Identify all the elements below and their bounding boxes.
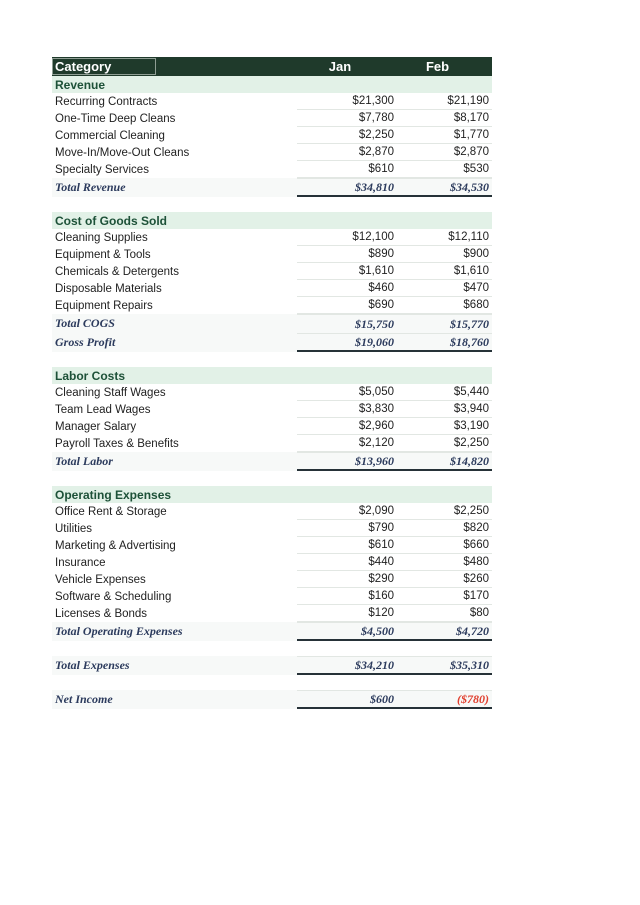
table-body xyxy=(52,76,492,709)
table-row xyxy=(52,571,492,588)
jan-cell[interactable]: $21,300 xyxy=(297,93,397,110)
jan-cell[interactable]: $7,780 xyxy=(297,110,397,127)
total-label-cell[interactable]: Total Expenses xyxy=(55,658,130,672)
table-row xyxy=(52,263,492,280)
jan-total-cell[interactable]: $34,210 xyxy=(297,656,397,675)
total-row xyxy=(52,690,492,709)
category-cell[interactable]: Licenses & Bonds xyxy=(55,607,148,620)
jan-cell[interactable]: $790 xyxy=(297,520,397,537)
category-cell[interactable]: One-Time Deep Cleans xyxy=(55,112,176,125)
feb-cell[interactable]: $5,440 xyxy=(397,384,492,401)
category-cell[interactable]: Commercial Cleaning xyxy=(55,129,165,142)
table-row xyxy=(52,435,492,452)
total-row xyxy=(52,656,492,675)
total-label-cell[interactable]: Total COGS xyxy=(55,316,115,330)
feb-cell[interactable]: $80 xyxy=(397,605,492,622)
section-header-row xyxy=(52,212,492,229)
table-row xyxy=(52,588,492,605)
feb-cell[interactable] xyxy=(397,367,492,384)
feb-cell[interactable]: $1,610 xyxy=(397,263,492,280)
total-row xyxy=(52,178,492,197)
jan-cell[interactable]: $290 xyxy=(297,571,397,588)
section-gap xyxy=(52,675,492,690)
feb-cell[interactable]: $660 xyxy=(397,537,492,554)
feb-total-cell[interactable]: $18,760 xyxy=(397,333,492,352)
category-cell[interactable]: Disposable Materials xyxy=(55,282,162,295)
feb-total-cell[interactable]: $14,820 xyxy=(397,452,492,471)
feb-cell[interactable] xyxy=(397,486,492,503)
table-header-row xyxy=(52,57,492,76)
jan-total-cell[interactable]: $15,750 xyxy=(297,314,397,333)
jan-cell[interactable]: $120 xyxy=(297,605,397,622)
feb-total-cell[interactable]: $34,530 xyxy=(397,178,492,197)
feb-cell[interactable]: $820 xyxy=(397,520,492,537)
section-header-row xyxy=(52,486,492,503)
category-cell[interactable]: Recurring Contracts xyxy=(55,95,158,108)
feb-total-cell[interactable]: $4,720 xyxy=(397,622,492,641)
feb-cell[interactable]: $480 xyxy=(397,554,492,571)
total-row xyxy=(52,452,492,471)
category-cell[interactable]: Marketing & Advertising xyxy=(55,539,176,552)
jan-cell[interactable]: $690 xyxy=(297,297,397,314)
jan-cell[interactable] xyxy=(297,486,397,503)
feb-cell[interactable]: $21,190 xyxy=(397,93,492,110)
feb-total-cell[interactable]: ($780) xyxy=(397,690,492,709)
feb-cell[interactable]: $680 xyxy=(397,297,492,314)
total-label-cell[interactable]: Total Revenue xyxy=(55,180,126,194)
column-header-feb[interactable]: Feb xyxy=(425,59,450,74)
section-title-cell[interactable]: Cost of Goods Sold xyxy=(55,213,167,228)
category-cell[interactable]: Office Rent & Storage xyxy=(55,505,167,518)
table-row xyxy=(52,127,492,144)
jan-total-cell[interactable]: $600 xyxy=(297,690,397,709)
category-cell[interactable]: Insurance xyxy=(55,556,106,569)
table-row xyxy=(52,297,492,314)
feb-cell[interactable]: $2,250 xyxy=(397,435,492,452)
jan-cell[interactable]: $440 xyxy=(297,554,397,571)
table-row xyxy=(52,246,492,263)
feb-total-cell[interactable]: $15,770 xyxy=(397,314,492,333)
table-row xyxy=(52,418,492,435)
column-header-jan[interactable]: Jan xyxy=(328,59,352,74)
total-label-cell[interactable]: Total Labor xyxy=(55,454,113,468)
section-gap xyxy=(52,471,492,486)
category-cell[interactable]: Equipment & Tools xyxy=(55,248,151,261)
table-row xyxy=(52,401,492,418)
jan-cell[interactable]: $5,050 xyxy=(297,384,397,401)
jan-total-cell[interactable]: $4,500 xyxy=(297,622,397,641)
category-cell[interactable]: Team Lead Wages xyxy=(55,403,151,416)
jan-cell[interactable]: $12,100 xyxy=(297,229,397,246)
feb-cell[interactable]: $3,940 xyxy=(397,401,492,418)
total-label-cell[interactable]: Gross Profit xyxy=(55,335,116,349)
feb-cell[interactable]: $900 xyxy=(397,246,492,263)
table-row xyxy=(52,537,492,554)
table-row xyxy=(52,144,492,161)
table-row xyxy=(52,503,492,520)
feb-cell[interactable]: $170 xyxy=(397,588,492,605)
category-cell[interactable]: Cleaning Staff Wages xyxy=(55,386,166,399)
table-row xyxy=(52,384,492,401)
category-cell[interactable]: Equipment Repairs xyxy=(55,299,153,312)
spreadsheet xyxy=(52,57,492,709)
jan-total-cell[interactable]: $13,960 xyxy=(297,452,397,471)
table-row xyxy=(52,554,492,571)
section-gap xyxy=(52,352,492,367)
section-title-cell[interactable]: Revenue xyxy=(55,77,106,92)
feb-cell[interactable]: $2,250 xyxy=(397,503,492,520)
category-cell[interactable]: Cleaning Supplies xyxy=(55,231,148,244)
jan-cell[interactable]: $2,960 xyxy=(297,418,397,435)
table-row xyxy=(52,520,492,537)
total-label-cell[interactable]: Total Operating Expenses xyxy=(55,624,183,638)
feb-cell[interactable]: $12,110 xyxy=(397,229,492,246)
category-cell[interactable]: Vehicle Expenses xyxy=(55,573,146,586)
feb-cell[interactable] xyxy=(397,212,492,229)
jan-cell[interactable]: $2,120 xyxy=(297,435,397,452)
category-cell[interactable]: Specialty Services xyxy=(55,163,149,176)
jan-cell[interactable]: $2,090 xyxy=(297,503,397,520)
feb-cell[interactable]: $530 xyxy=(397,161,492,178)
table-row xyxy=(52,605,492,622)
table-row xyxy=(52,229,492,246)
section-gap xyxy=(52,197,492,212)
jan-cell[interactable]: $3,830 xyxy=(297,401,397,418)
section-title-cell[interactable]: Operating Expenses xyxy=(55,487,172,502)
jan-cell[interactable]: $610 xyxy=(297,161,397,178)
section-gap xyxy=(52,641,492,656)
section-header-row xyxy=(52,367,492,384)
feb-cell[interactable]: $2,870 xyxy=(397,144,492,161)
total-label-cell[interactable]: Net Income xyxy=(55,692,113,706)
category-cell[interactable]: Move-In/Move-Out Cleans xyxy=(55,146,190,159)
jan-cell[interactable]: $610 xyxy=(297,537,397,554)
total-row xyxy=(52,333,492,352)
column-header-category[interactable]: Category xyxy=(55,59,112,74)
jan-total-cell[interactable]: $34,810 xyxy=(297,178,397,197)
feb-total-cell[interactable]: $35,310 xyxy=(397,656,492,675)
table-row xyxy=(52,110,492,127)
jan-cell[interactable]: $2,870 xyxy=(297,144,397,161)
table-row xyxy=(52,161,492,178)
total-row xyxy=(52,314,492,333)
table-row xyxy=(52,93,492,110)
jan-cell[interactable] xyxy=(297,76,397,93)
jan-cell[interactable] xyxy=(297,367,397,384)
jan-cell[interactable]: $890 xyxy=(297,246,397,263)
jan-cell[interactable]: $2,250 xyxy=(297,127,397,144)
jan-cell[interactable] xyxy=(297,212,397,229)
total-row xyxy=(52,622,492,641)
category-cell[interactable]: Software & Scheduling xyxy=(55,590,172,603)
feb-cell[interactable]: $1,770 xyxy=(397,127,492,144)
category-cell[interactable]: Chemicals & Detergents xyxy=(55,265,179,278)
feb-cell[interactable] xyxy=(397,76,492,93)
section-title-cell[interactable]: Labor Costs xyxy=(55,368,126,383)
feb-cell[interactable]: $470 xyxy=(397,280,492,297)
feb-cell[interactable]: $8,170 xyxy=(397,110,492,127)
category-cell[interactable]: Utilities xyxy=(55,522,93,535)
feb-cell[interactable]: $3,190 xyxy=(397,418,492,435)
jan-cell[interactable]: $160 xyxy=(297,588,397,605)
jan-cell[interactable]: $460 xyxy=(297,280,397,297)
section-header-row xyxy=(52,76,492,93)
category-cell[interactable]: Payroll Taxes & Benefits xyxy=(55,437,179,450)
category-cell[interactable]: Manager Salary xyxy=(55,420,137,433)
feb-cell[interactable]: $260 xyxy=(397,571,492,588)
table-row xyxy=(52,280,492,297)
jan-total-cell[interactable]: $19,060 xyxy=(297,333,397,352)
jan-cell[interactable]: $1,610 xyxy=(297,263,397,280)
